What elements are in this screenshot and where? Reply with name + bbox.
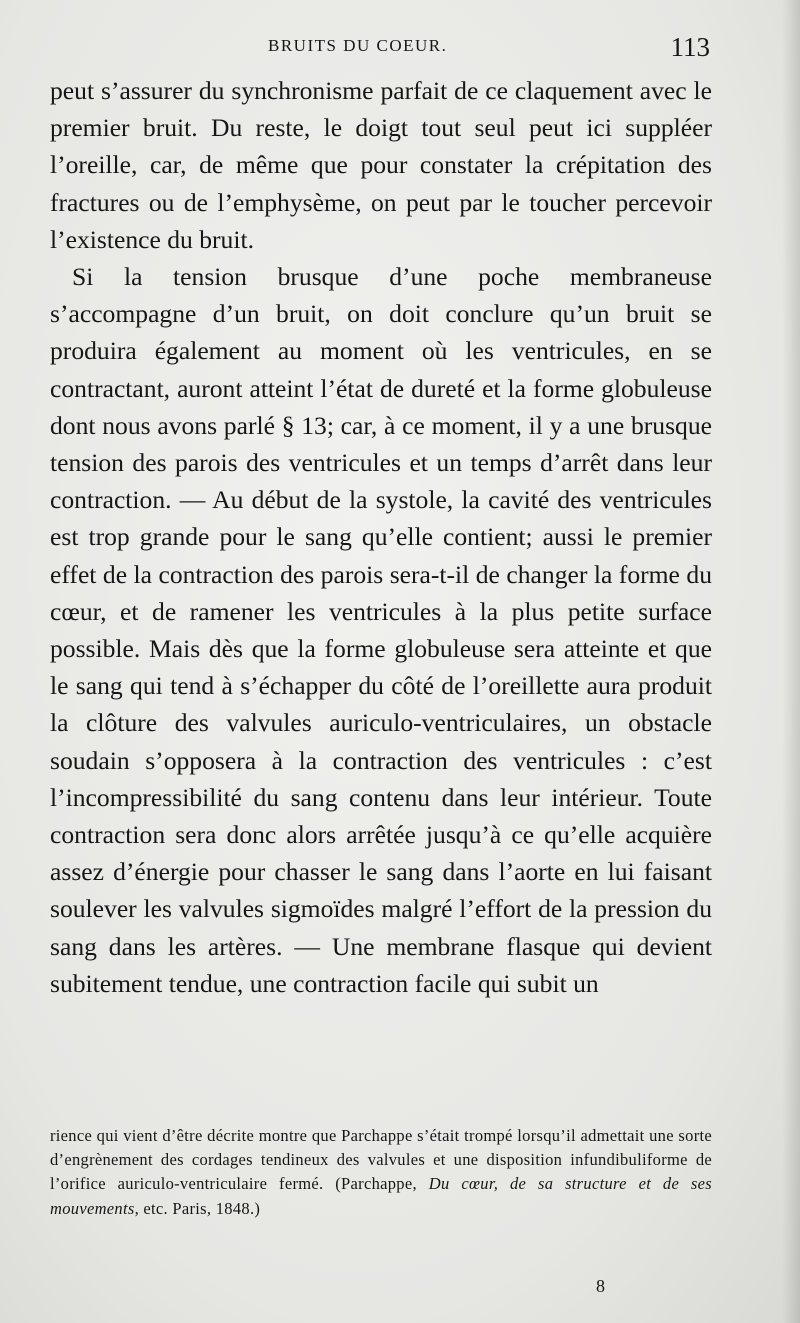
page-header	[50, 34, 710, 64]
paragraph-1: peut s’assurer du synchronisme parfait de ce claquement avec le premier bruit. Du reste, le doigt tout seul peut ici suppléer l’oreille, car, de même que pour constater la crépitation des fractures ou de l’emphysème, on peut par le toucher percevoir l’existence du bruit.	[50, 76, 712, 254]
running-head: BRUITS DU COEUR.	[268, 36, 448, 55]
footnote	[50, 1124, 712, 1221]
footnote-text	[50, 1124, 712, 1221]
footnote-text-end: , etc. Paris, 1848.)	[134, 1198, 261, 1218]
paragraph-2: Si la tension brusque d’une poche membraneuse s’accompagne d’un bruit, on doit conclure qu’un bruit se produira également au moment où les ventricules, en se contractant, auront atteint l’état de dureté et la forme globuleuse dont nous avons parlé § 13; car, à ce moment, il y a une brusque tension des parois des ventricules et un temps d’arrêt dans leur contraction. — Au début de la systole, la cavité des ventricules est trop grande pour le sang qu’elle contient; aussi le premier effet de la contraction des parois sera-t-il de changer la forme du cœur, et de ramener les ventricules à la plus petite surface possible. Mais dès que la forme globuleuse sera atteinte et que le sang qui tend à s’échapper du côté de l’oreillette aura produit la clôture des valvules auriculo-ventriculaires, un obstacle soudain s’opposera à la contraction des ventricules : c’est l’incompressibilité du sang contenu dans leur intérieur. Toute contraction sera donc alors arrêtée jusqu’à ce qu’elle acquière assez d’énergie pour chasser le sang dans l’aorte en lui faisant soulever les valvules sigmoïdes malgré l’effort de la pression du sang dans les artères. — Une membrane flasque qui devient subitement tendue, une contraction facile qui subit un	[50, 262, 712, 998]
main-text	[50, 72, 712, 1002]
page-number: 113	[670, 32, 710, 62]
footnote-text-main: rience qui vient d’être décrite montre que Parchappe s’était trompé lorsqu’il admettait une sorte d’engrènement des cordages tendineux des valvules et une disposition infundibuliforme de l’orifice auriculo-ventriculaire fermé. (Parchappe,	[50, 1126, 712, 1194]
page-edge-shadow	[782, 0, 800, 1323]
footnote-cited-title: Du cœur, de sa structure et de ses mouvements	[50, 1174, 712, 1218]
signature-mark: 8	[596, 1276, 605, 1296]
